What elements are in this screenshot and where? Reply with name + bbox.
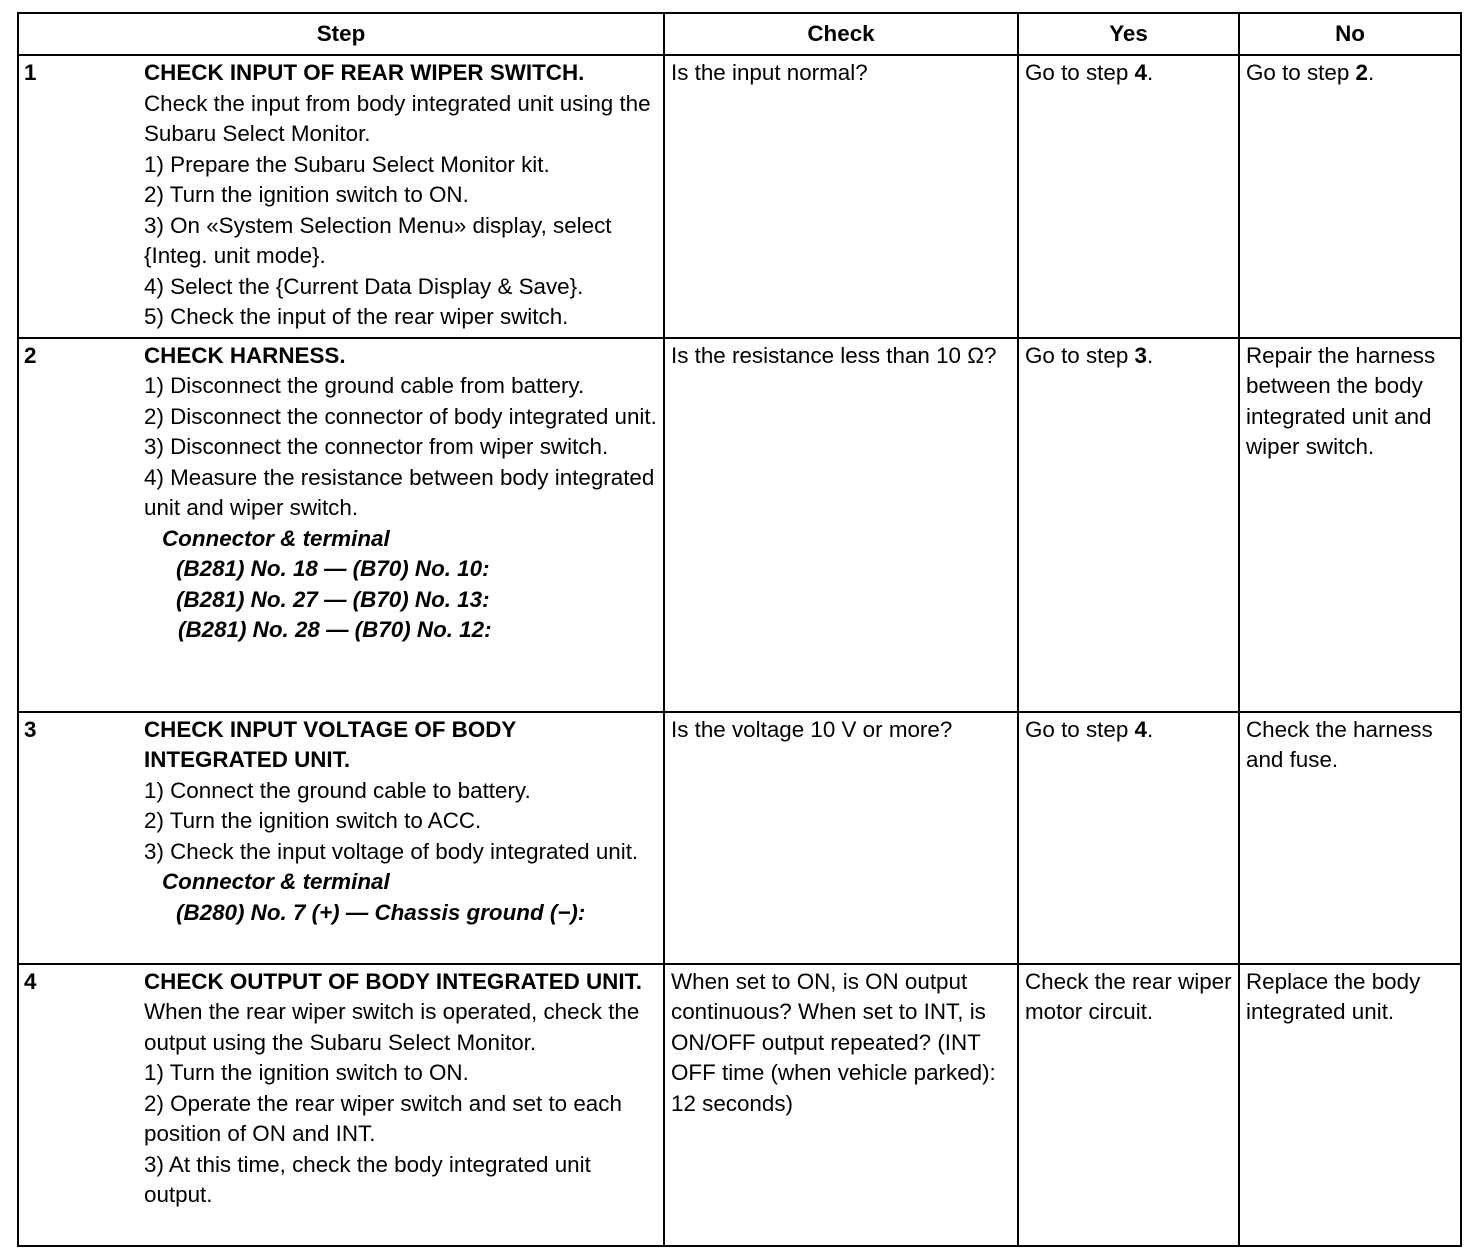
step-line: 1) Prepare the Subaru Select Monitor kit.: [144, 151, 550, 177]
table-row: [18, 712, 1461, 964]
table-row: [18, 338, 1461, 712]
step-line: 1) Turn the ignition switch to ON.: [144, 1060, 469, 1085]
yes-suffix: .: [1146, 342, 1154, 368]
yes-step-ref: 4: [1134, 60, 1147, 85]
step-line: 4) Measure the resistance between body integrated unit and wiper switch.: [144, 464, 655, 520]
step-number: 1: [24, 60, 37, 85]
step-line: 2) Turn the ignition switch to ON.: [144, 182, 469, 207]
yes-prefix: Go to step: [1025, 342, 1135, 368]
yes-prefix: Go to step: [1025, 716, 1135, 742]
no-cell: [1239, 55, 1461, 338]
step-line: 3) Check the input voltage of body integrated unit.: [144, 838, 639, 864]
diagnostic-table: [17, 12, 1462, 1247]
step-line: 4) Select the {Current Data Display & Save}.: [144, 273, 584, 299]
yes-cell: [1018, 338, 1239, 712]
yes-step-ref: 3: [1134, 342, 1147, 368]
connector-terminal: (B281) No. 18 — (B70) No. 10:: [176, 556, 490, 581]
step-number: 4: [24, 968, 37, 994]
step-cell: [18, 712, 664, 964]
step-body: [144, 715, 657, 929]
step-body: [144, 967, 657, 1211]
step-line: 2) Turn the ignition switch to ACC.: [144, 808, 482, 833]
no-cell: Check the harness and fuse.: [1239, 712, 1461, 964]
no-prefix: Go to step: [1246, 60, 1356, 85]
step-title: CHECK INPUT OF REAR WIPER SWITCH.: [144, 60, 585, 85]
table-row: [18, 964, 1461, 1246]
step-body: [144, 341, 657, 646]
connector-terminal: (B281) No. 27 — (B70) No. 13:: [176, 586, 490, 612]
diagnostic-procedure-sheet: [17, 12, 1460, 1247]
no-cell: Replace the body integrated unit.: [1239, 964, 1461, 1246]
step-line: When the rear wiper switch is operated, check the output using the Subaru Select Monitor.: [144, 999, 640, 1055]
header-yes: Yes: [1018, 13, 1239, 55]
check-cell: When set to ON, is ON output continuous? When set to INT, is ON/OFF output repeated? (INT OFF time (when vehicle parked): 12 seconds): [664, 964, 1018, 1246]
connector-heading: Connector & terminal: [162, 869, 390, 894]
step-line: 3) Disconnect the connector from wiper switch.: [144, 434, 609, 459]
header-step: Step: [18, 13, 664, 55]
step-line: 5) Check the input of the rear wiper switch.: [144, 304, 569, 329]
yes-prefix: Go to step: [1025, 60, 1135, 85]
step-line: 3) On «System Selection Menu» display, select {Integ. unit mode}.: [144, 212, 612, 268]
yes-suffix: .: [1146, 716, 1154, 742]
step-number: 2: [24, 342, 37, 368]
check-cell: Is the resistance less than 10 Ω?: [664, 338, 1018, 712]
step-line: Check the input from body integrated unit using the Subaru Select Monitor.: [144, 90, 651, 146]
step-title: CHECK INPUT VOLTAGE OF BODY INTEGRATED UNIT.: [144, 716, 516, 772]
step-number: 3: [24, 716, 37, 742]
step-cell: [18, 964, 664, 1246]
yes-cell: Check the rear wiper motor circuit.: [1018, 964, 1239, 1246]
header-check: Check: [664, 13, 1018, 55]
no-step-ref: 2: [1355, 60, 1368, 85]
step-line: 3) At this time, check the body integrated unit output.: [144, 1151, 591, 1207]
step-line: 2) Disconnect the connector of body integrated unit.: [144, 403, 657, 429]
check-cell: Is the input normal?: [664, 55, 1018, 338]
table-header-row: [18, 13, 1461, 55]
connector-heading: Connector & terminal: [162, 525, 390, 551]
check-cell: Is the voltage 10 V or more?: [664, 712, 1018, 964]
connector-terminal: (B281) No. 28 — (B70) No. 12:: [178, 617, 492, 642]
no-suffix: .: [1367, 60, 1375, 85]
header-no: No: [1239, 13, 1461, 55]
step-line: 1) Disconnect the ground cable from battery.: [144, 373, 585, 398]
step-line: 2) Operate the rear wiper switch and set to each position of ON and INT.: [144, 1090, 622, 1146]
yes-cell: [1018, 712, 1239, 964]
step-title: CHECK HARNESS.: [144, 342, 346, 368]
step-title: CHECK OUTPUT OF BODY INTEGRATED UNIT.: [144, 968, 642, 994]
step-body: [144, 58, 657, 333]
connector-terminal: (B280) No. 7 (+) — Chassis ground (−):: [176, 899, 586, 925]
no-cell: Repair the harness between the body integrated unit and wiper switch.: [1239, 338, 1461, 712]
yes-cell: [1018, 55, 1239, 338]
step-cell: [18, 55, 664, 338]
step-line: 1) Connect the ground cable to battery.: [144, 777, 531, 803]
table-row: [18, 55, 1461, 338]
step-cell: [18, 338, 664, 712]
yes-step-ref: 4: [1134, 716, 1147, 742]
yes-suffix: .: [1146, 60, 1154, 85]
